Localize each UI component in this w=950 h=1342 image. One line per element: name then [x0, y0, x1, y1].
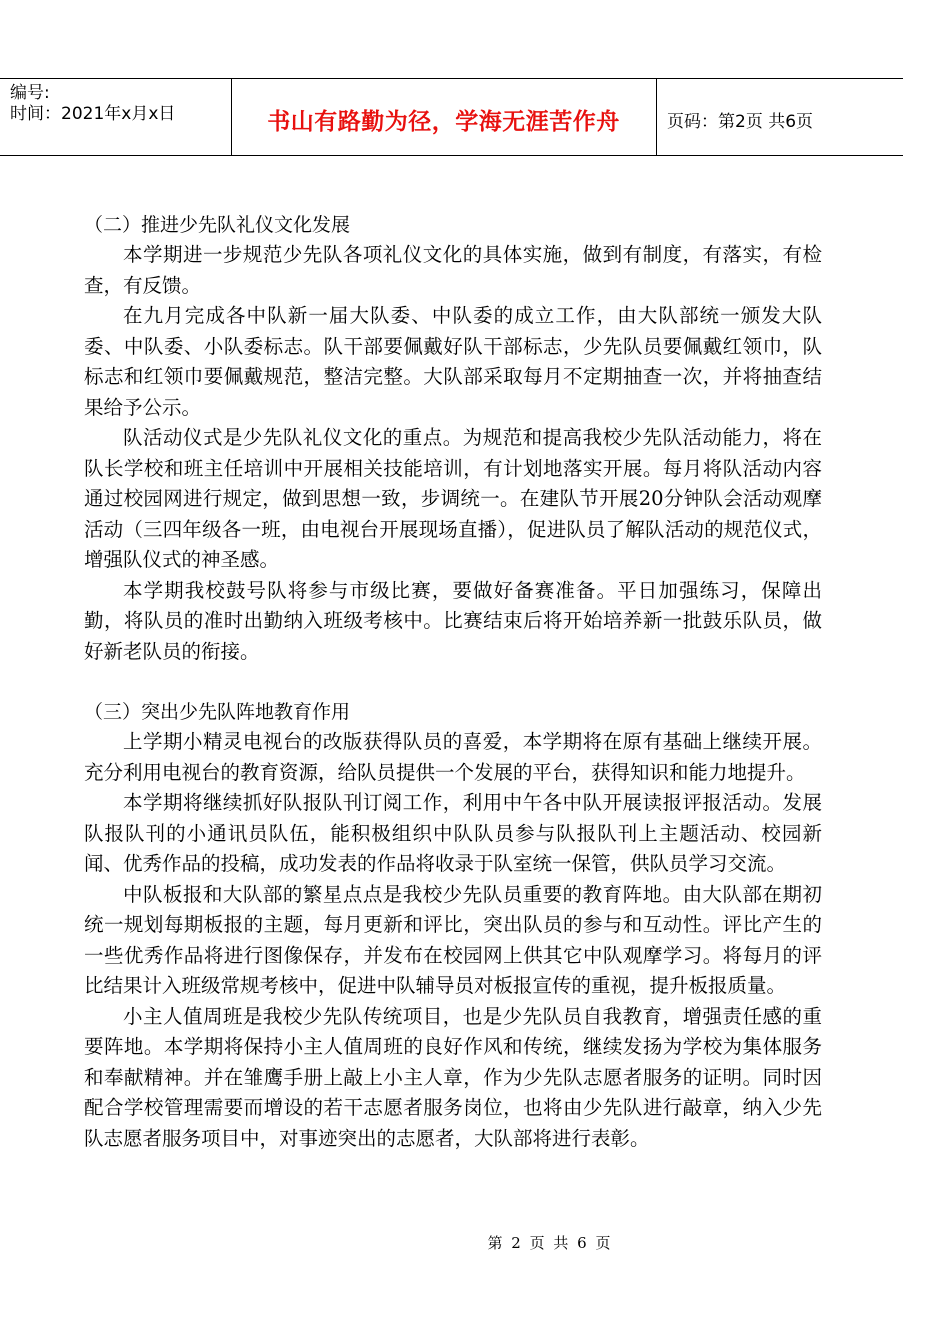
- header-motto-cell: [231, 79, 657, 155]
- document-body: [84, 210, 822, 1154]
- motto-text: 书山有路勤为径，学海无涯苦作舟: [267, 109, 620, 135]
- page-code: 页码：第2页 共6页: [667, 112, 814, 132]
- date-line: 时间：2021年x月x日: [10, 104, 176, 124]
- document-header: [0, 78, 903, 156]
- paragraph: 本学期将继续抓好队报队刊订阅工作，利用中午各中队开展读报评报活动。发展队报队刊的小通讯员队伍，能积极组织中队队员参与队报队刊上主题活动、校园新闻、优秀作品的投稿，成功发表的作品将收录于队室统一保管，供队员学习交流。: [84, 791, 822, 875]
- header-page-cell: [657, 79, 903, 155]
- paragraph: 本学期我校鼓号队将参与市级比赛，要做好备赛准备。平日加强练习，保障出勤，将队员的准时出勤纳入班级考核中。比赛结束后将开始培养新一批鼓乐队员，做好新老队员的衔接。: [84, 578, 822, 663]
- header-info-cell: [0, 79, 232, 155]
- paragraph: 本学期进一步规范少先队各项礼仪文化的具体实施，做到有制度，有落实，有检查，有反馈。: [84, 243, 822, 297]
- section-title: （二）推进少先队礼仪文化发展: [84, 214, 351, 236]
- serial-label: 编号:: [10, 83, 50, 103]
- section-title: （三）突出少先队阵地教育作用: [84, 701, 351, 723]
- paragraph: 队活动仪式是少先队礼仪文化的重点。为规范和提高我校少先队活动能力，将在队长学校和班主任培训中开展相关技能培训，有计划地落实开展。每月将队活动内容通过校园网进行规定，做到思想一致，步调统一。在建队节开展20分钟队会活动观摩活动（三四年级各一班，由电视台开展现场直播），促进队员了解队活动的规范仪式，增强队仪式的神圣感。: [84, 426, 822, 571]
- section-gap: [84, 667, 822, 697]
- paragraph: 小主人值周班是我校少先队传统项目，也是少先队员自我教育，增强责任感的重要阵地。本学期将保持小主人值周班的良好作风和传统，继续发扬为学校为集体服务和奉献精神。并在雏鹰手册上敲上小主人章，作为少先队志愿者服务的证明。同时因配合学校管理需要而增设的若干志愿者服务岗位，也将由少先队进行敲章，纳入少先队志愿者服务项目中，对事迹突出的志愿者，大队部将进行表彰。: [84, 1004, 822, 1150]
- paragraph: 上学期小精灵电视台的改版获得队员的喜爱，本学期将在原有基础上继续开展。充分利用电视台的教育资源，给队员提供一个发展的平台，获得知识和能力地提升。: [84, 730, 822, 784]
- page-footer: 第 2 页 共 6 页: [487, 1234, 613, 1252]
- paragraph: 中队板报和大队部的繁星点点是我校少先队员重要的教育阵地。由大队部在期初统一规划每期板报的主题，每月更新和评比，突出队员的参与和互动性。评比产生的一些优秀作品将进行图像保存，并发布在校园网上供其它中队观摩学习。将每月的评比结果计入班级常规考核中，促进中队辅导员对板报宣传的重视，提升板报质量。: [84, 882, 822, 997]
- paragraph: 在九月完成各中队新一届大队委、中队委的成立工作，由大队部统一颁发大队委、中队委、小队委标志。队干部要佩戴好队干部标志，少先队员要佩戴红领巾，队标志和红领巾要佩戴规范，整洁完整。大队部采取每月不定期抽查一次，并将抽查结果给予公示。: [84, 304, 822, 419]
